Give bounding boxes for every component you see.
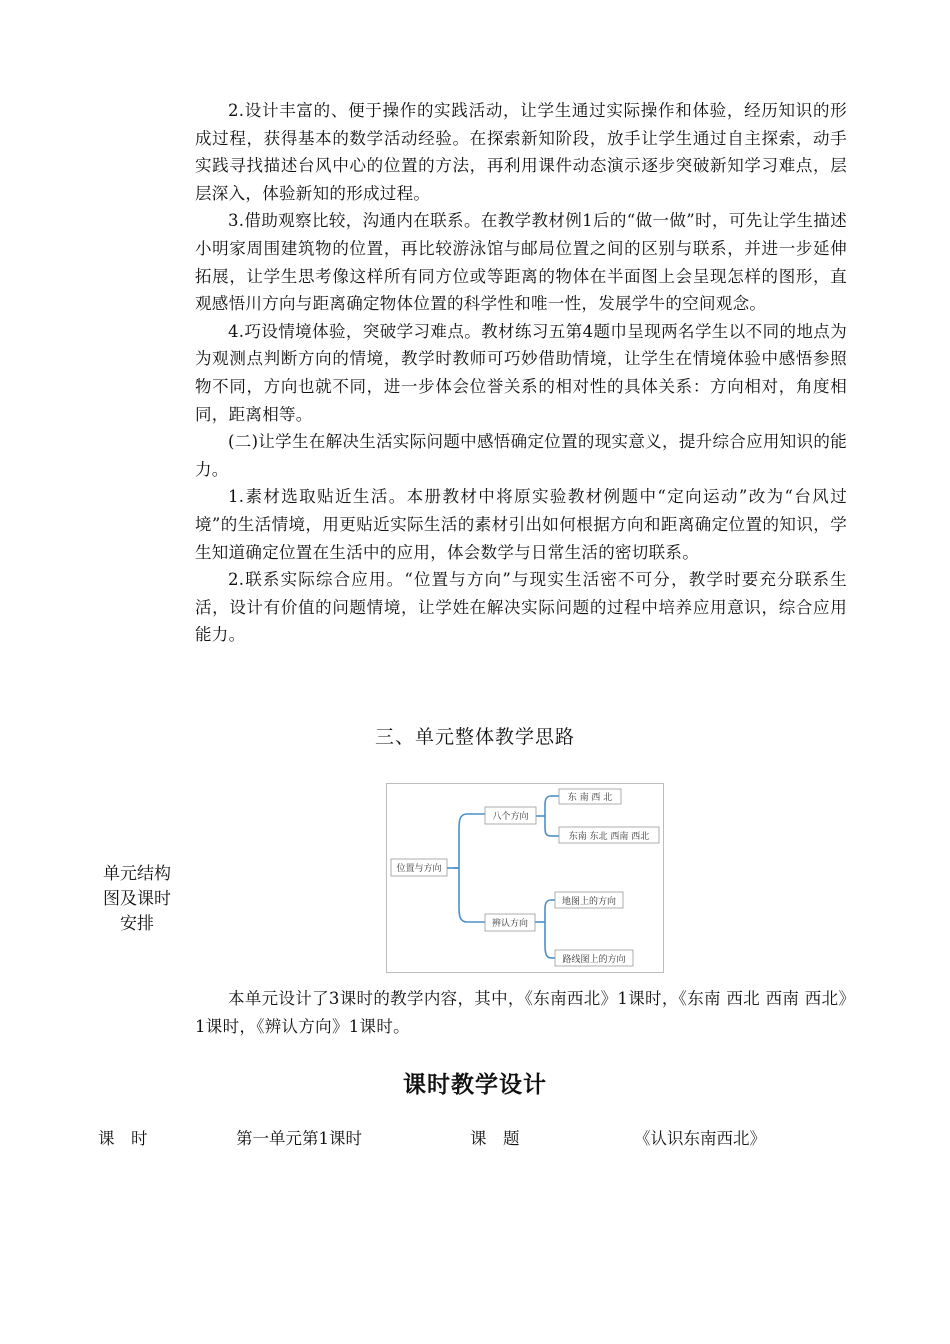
diagram-node-root <box>391 859 447 876</box>
paragraph: 3.借助观察比较，沟通内在联系。在教学教材例1后的“做一做”时，可先让学生描述小明家周围建筑物的位置，再比较游泳馆与邮局位置之间的区别与联系，并进一步延伸拓展，让学生思考像这样所有同方位或等距离的物体在半面图上会呈现怎样的图形，直观感悟川方向与距离确定物体位置的科学性和唯一性，发展学牛的空间观念。 <box>195 211 847 314</box>
diagram-node-eight-directions <box>485 807 536 824</box>
diagram-node-identify-directions <box>485 914 535 931</box>
node-label: 地图上的方向 <box>561 897 617 907</box>
paragraph: 2.联系实际综合应用。“位置与方向”与现实生活密不可分，教学时要充分联系生活，设计有价值的问题情境，让学姓在解决实际问题的过程中培养应用意识，综合应用能力。 <box>195 570 847 645</box>
node-label: 路线图上的方向 <box>562 955 626 965</box>
paragraph: 2.设计丰富的、便于操作的实践活动，让学生通过实际操作和体验，经历知识的形成过程，获得基本的数学活动经验。在探索新知阶段，放手让学生通过自主探索，动手实践寻找描述台风中心的位置的方法，再利用课件动态演示逐步突破新知学习难点，层层深入，体验新知的形成过程。 <box>195 101 847 203</box>
paragraph: 本单元设计了3课时的教学内容，其中，《东南西北》1课时，《东南 西北 西南 西北》1课时，《辨认方向》1课时。 <box>195 989 847 1036</box>
node-label: 位置与方向 <box>396 864 442 874</box>
topic-label: 课 题 <box>470 1129 520 1148</box>
section-heading: 三、单元整体教学思路 <box>374 726 575 748</box>
paragraph: (二)让学生在解决生活实际问题中感悟确定位置的现实意义，提升综合应用知识的能力。 <box>195 432 847 479</box>
paragraph: 4.巧设情境体验，突破学习难点。教材练习五第4题巾呈现两名学生以不同的地点为为观测点判断方向的情境，教学时教师可巧妙借助情境，让学生在情境体验中感悟参照物不同，方向也就不同，进一步体会位誉关系的相对性的具体关系：方向相对，角度相同，距离相等。 <box>195 321 847 424</box>
node-label: 八个方向 <box>492 812 529 822</box>
side-label-line: 图及课时 <box>103 889 171 909</box>
unit-structure-label <box>92 862 182 937</box>
node-label: 辨认方向 <box>491 919 529 929</box>
lesson-value: 第一单元第1课时 <box>236 1129 362 1148</box>
node-label: 东 南 西 北 <box>567 793 613 803</box>
side-label-line: 单元结构 <box>103 864 171 884</box>
node-label: 东南 东北 西南 西北 <box>568 832 650 842</box>
diagram-node-four-directions <box>559 789 621 804</box>
document-title: 课时教学设计 <box>403 1072 547 1098</box>
body-text <box>195 97 847 649</box>
diagram-node-route-directions <box>555 950 633 966</box>
unit-structure-diagram <box>386 783 664 973</box>
diagram-node-diagonal-directions <box>559 827 659 843</box>
paragraph: 1.素材选取贴近生活。本册教材中将原实验教材例题中“定向运动”改为“台风过境”的生活情境，用更贴近实际生活的素材引出如何根据方向和距离确定位置的知识，学生知道确定位置在生活中的应用，体会数学与日常生活的密切联系。 <box>195 487 847 562</box>
diagram-node-map-directions <box>555 892 623 908</box>
side-label-line: 安排 <box>120 914 154 934</box>
summary-text <box>195 985 847 1040</box>
lesson-label: 课 时 <box>98 1129 148 1148</box>
topic-value: 《认识东南西北》 <box>634 1129 766 1148</box>
